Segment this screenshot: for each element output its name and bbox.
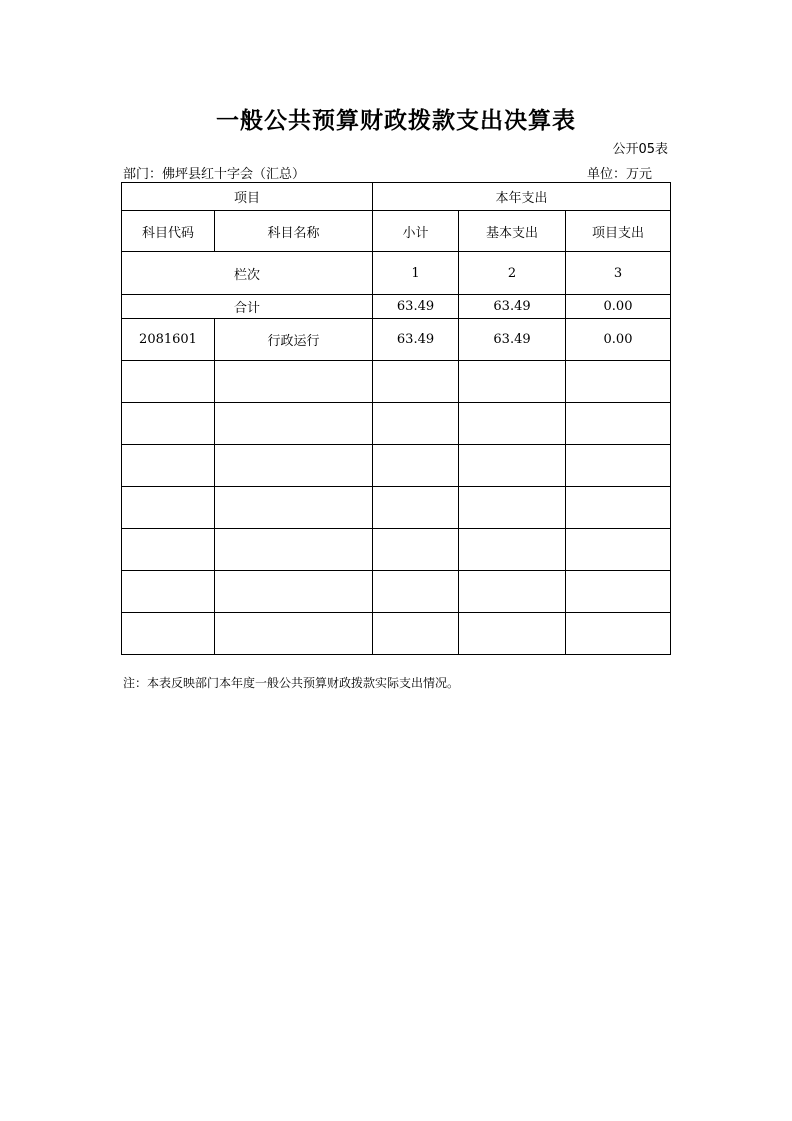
empty-cell xyxy=(215,403,373,445)
header-subtotal: 小计 xyxy=(373,211,459,252)
total-project: 0.00 xyxy=(566,295,671,319)
empty-cell xyxy=(566,613,671,655)
row-code: 2081601 xyxy=(122,319,215,361)
column-index-2: 2 xyxy=(459,252,566,295)
empty-cell xyxy=(215,361,373,403)
empty-cell xyxy=(122,487,215,529)
department-label: 部门：佛坪县红十字会（汇总） xyxy=(123,167,306,182)
empty-cell xyxy=(122,361,215,403)
table-row xyxy=(122,319,671,361)
total-label: 合计 xyxy=(122,295,373,319)
row-name: 行政运行 xyxy=(215,319,373,361)
header-project: 项目支出 xyxy=(566,211,671,252)
footnote: 注：本表反映部门本年度一般公共预算财政拨款实际支出情况。 xyxy=(123,676,460,690)
empty-row xyxy=(122,445,671,487)
empty-cell xyxy=(459,529,566,571)
header-row-group xyxy=(122,183,671,211)
empty-row xyxy=(122,403,671,445)
empty-cell xyxy=(122,445,215,487)
column-index-1: 1 xyxy=(373,252,459,295)
empty-cell xyxy=(373,529,459,571)
row-project: 0.00 xyxy=(566,319,671,361)
empty-cell xyxy=(566,487,671,529)
empty-cell xyxy=(459,445,566,487)
total-subtotal: 63.49 xyxy=(373,295,459,319)
empty-row xyxy=(122,613,671,655)
empty-cell xyxy=(459,487,566,529)
row-subtotal: 63.49 xyxy=(373,319,459,361)
empty-cell xyxy=(566,361,671,403)
empty-cell xyxy=(459,361,566,403)
header-expense-group: 本年支出 xyxy=(373,183,671,211)
empty-cell xyxy=(122,403,215,445)
empty-cell xyxy=(373,571,459,613)
empty-cell xyxy=(566,529,671,571)
empty-row xyxy=(122,361,671,403)
empty-cell xyxy=(215,571,373,613)
column-index-label: 栏次 xyxy=(122,252,373,295)
empty-row xyxy=(122,529,671,571)
header-code: 科目代码 xyxy=(122,211,215,252)
expenditure-table xyxy=(121,182,671,655)
empty-cell xyxy=(566,445,671,487)
empty-cell xyxy=(459,571,566,613)
empty-cell xyxy=(373,487,459,529)
form-number: 公开05表 xyxy=(612,142,668,157)
total-basic: 63.49 xyxy=(459,295,566,319)
row-basic: 63.49 xyxy=(459,319,566,361)
unit-label: 单位：万元 xyxy=(586,167,652,182)
empty-cell xyxy=(459,613,566,655)
empty-cell xyxy=(373,403,459,445)
empty-cell xyxy=(373,361,459,403)
empty-cell xyxy=(215,487,373,529)
header-item-group: 项目 xyxy=(122,183,373,211)
header-basic: 基本支出 xyxy=(459,211,566,252)
column-index-3: 3 xyxy=(566,252,671,295)
header-name: 科目名称 xyxy=(215,211,373,252)
column-index-row xyxy=(122,252,671,295)
empty-cell xyxy=(122,613,215,655)
header-row-columns xyxy=(122,211,671,252)
empty-cell xyxy=(373,445,459,487)
empty-row xyxy=(122,571,671,613)
empty-cell xyxy=(122,529,215,571)
empty-row xyxy=(122,487,671,529)
empty-cell xyxy=(215,445,373,487)
empty-cell xyxy=(373,613,459,655)
empty-cell xyxy=(566,403,671,445)
empty-cell xyxy=(122,571,215,613)
empty-cell xyxy=(459,403,566,445)
empty-cell xyxy=(215,613,373,655)
page-title: 一般公共预算财政拨款支出决算表 xyxy=(216,108,576,134)
empty-cell xyxy=(215,529,373,571)
total-row xyxy=(122,295,671,319)
empty-cell xyxy=(566,571,671,613)
